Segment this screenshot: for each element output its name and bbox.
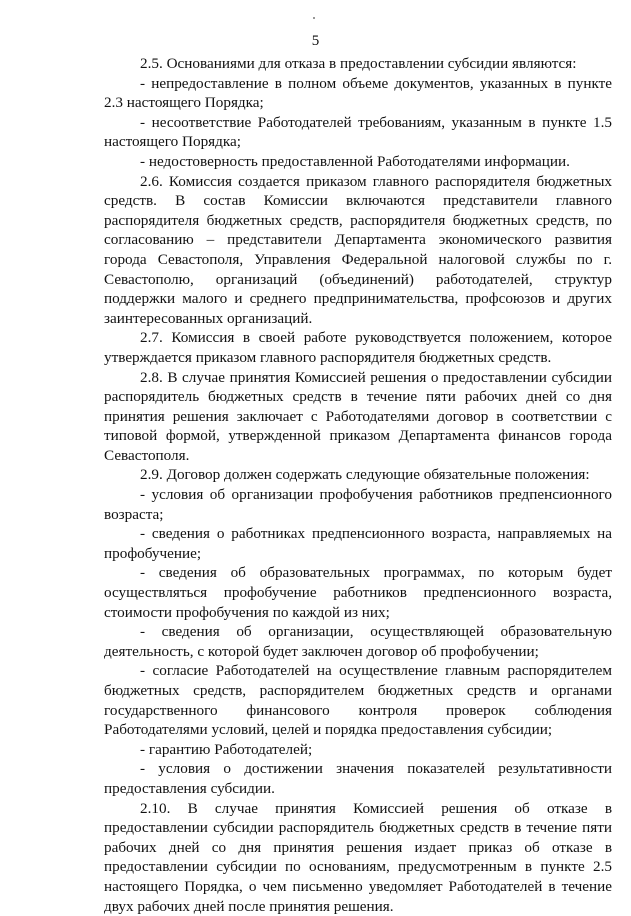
list-item: - условия об организации профобучения работников предпенсионного возраста; xyxy=(104,486,612,523)
paragraph-2-8: 2.8. В случае принятия Комиссией решения о предоставлении субсидии распорядитель бюджетных средств в течение пяти рабочих дней со дня принятия решения заключает с Работодателями договор в соответствии с типовой формой, утвержденной приказом Департамента финансов города Севастополя. xyxy=(104,368,612,464)
paragraph-2-7: 2.7. Комиссия в своей работе руководствуется положением, которое утверждается приказом главного распорядителя бюджетных средств. xyxy=(104,329,612,366)
list-item: - гарантию Работодателей; xyxy=(140,740,313,758)
paragraph-2-9: 2.9. Договор должен содержать следующие обязательные положения: xyxy=(140,466,590,484)
paragraph-2-6: 2.6. Комиссия создается приказом главного распорядителя бюджетных средств. В состав Комиссии включаются представители главного распорядителя бюджетных средств, распорядителя бюджетных средств, по согласованию – представители Департамента экономического развития города Севастополя, Управления Федеральной налоговой службы по г. Севастополю, организаций (объединений) работодателей, структур поддержки малого и среднего предпринимательства, профсоюзов и других заинтересованных организаций. xyxy=(104,172,612,327)
list-item: - сведения об образовательных программах, по которым будет осуществляться профобучение работников предпенсионного возраста, стоимости профобучения по каждой из них; xyxy=(104,564,612,621)
list-item: - сведения о работниках предпенсионного возраста, направляемых на профобучение; xyxy=(104,525,612,562)
list-item: - непредоставление в полном объеме документов, указанных в пункте 2.3 настоящего Порядка; xyxy=(104,74,612,112)
document-body xyxy=(104,54,612,916)
scan-speck xyxy=(313,17,315,19)
paragraph-2-10: 2.10. В случае принятия Комиссией решения об отказе в предоставлении субсидии распорядитель бюджетных средств в течение пяти рабочих дней со дня принятия решения издает приказ об отказе в предоставлении субсидии по основаниям, предусмотренным в пункте 2.5 настоящего Порядка, о чем письменно уведомляет Работодателей в течение двух рабочих дней после принятия решения. xyxy=(104,799,612,915)
paragraph-2-5: 2.5. Основаниями для отказа в предоставлении субсидии являются: xyxy=(140,55,577,72)
list-item: - недостоверность предоставленной Работодателями информации. xyxy=(140,152,570,170)
page-number: 5 xyxy=(311,33,320,49)
list-item: - согласие Работодателей на осуществление главным распорядителем бюджетных средств, распорядителем бюджетных средств и органами государственного финансового контроля проверок соблюдения Работодателями условий, целей и порядка предоставления субсидии; xyxy=(104,662,612,739)
list-item: - сведения об организации, осуществляющей образовательную деятельность, с которой будет заключен договор об профобучении; xyxy=(104,623,612,660)
list-item: - условия о достижении значения показателей результативности предоставления субсидии. xyxy=(104,760,612,797)
list-item: - несоответствие Работодателей требованиям, указанным в пункте 1.5 настоящего Порядка; xyxy=(104,113,612,151)
